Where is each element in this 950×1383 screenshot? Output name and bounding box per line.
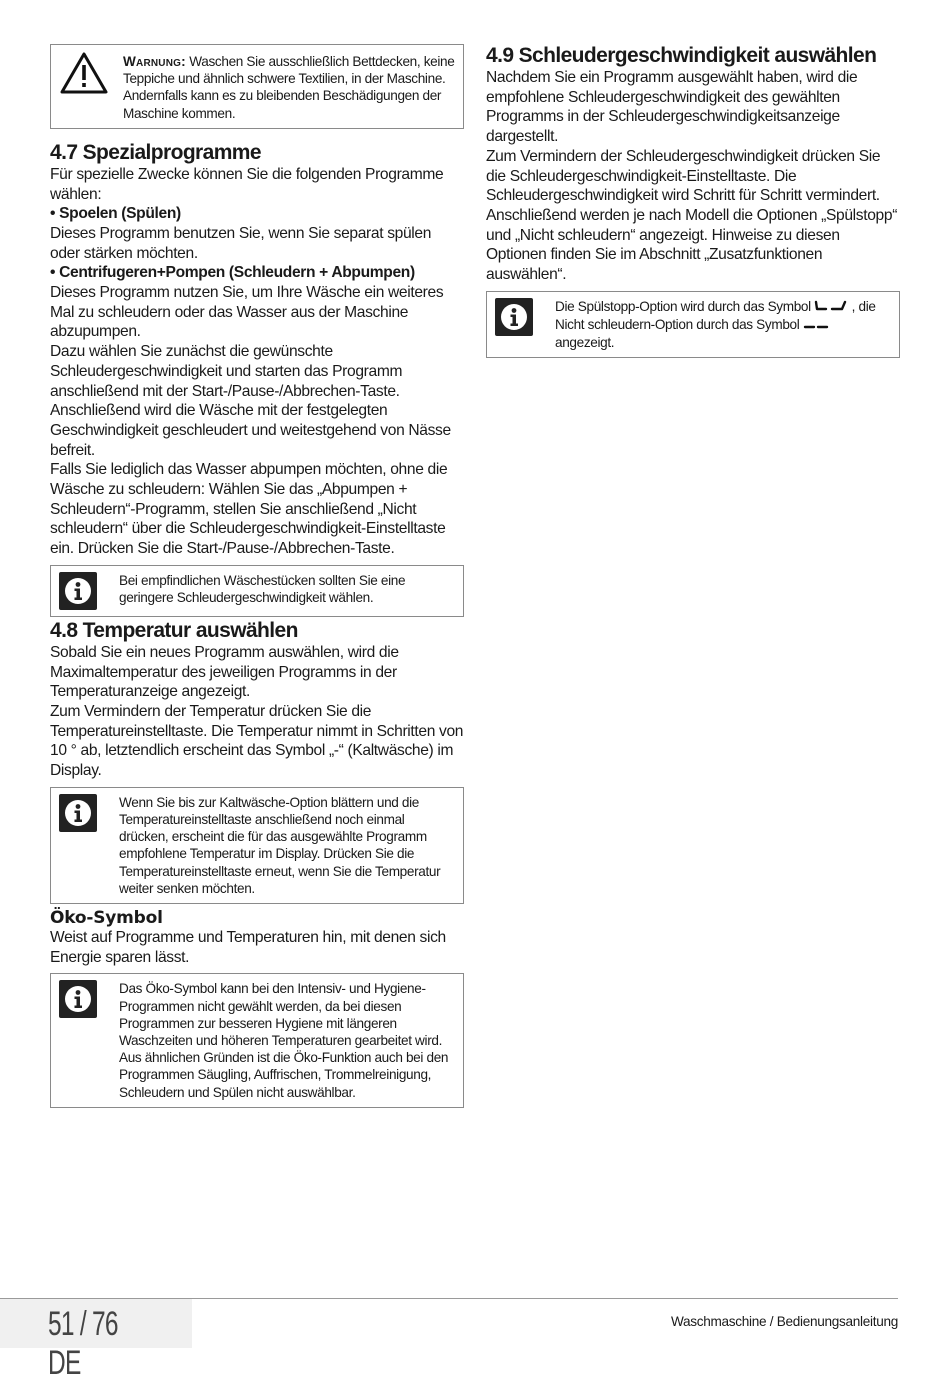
info-icon xyxy=(59,978,119,1018)
eco-body xyxy=(50,928,464,967)
s48-para-2: Zum Vermindern der Temperatur drücken Sie die Temperatureinstelltaste. Die Temperatur nimmt in Schritten von 10 ° ab, letztendlich erscheint das Symbol „-“ (Kaltwäsche) im Display. xyxy=(50,702,464,780)
eco-text: Weist auf Programme und Temperaturen hin, mit denen sich Energie sparen lässt. xyxy=(50,929,446,966)
section-4-9-body xyxy=(486,68,900,285)
info-part-a: Die Spülstopp-Option wird durch das Symbol xyxy=(555,298,811,314)
warning-text xyxy=(119,51,455,122)
s47-intro: Für spezielle Zwecke können Sie die folgenden Programme wählen: xyxy=(50,165,444,203)
page-number-block xyxy=(0,1299,192,1382)
info-icon xyxy=(59,792,119,832)
info-box-spin-options xyxy=(486,291,900,358)
page-number: 51 / 76 DE xyxy=(48,1305,118,1382)
warning-triangle-icon xyxy=(59,51,119,95)
s47-bullet-2-title: • Centrifugeren+Pompen (Schleudern + Abpumpen) xyxy=(50,264,415,282)
info-text-spin-options xyxy=(555,296,891,351)
warning-label: Warnung: xyxy=(123,54,186,69)
heading-4-7: 4.7 Spezialprogramme xyxy=(50,140,261,164)
info-box-spin xyxy=(50,565,464,617)
info-icon xyxy=(59,570,119,610)
s47-bullet-2-text: Dieses Programm nutzen Sie, um Ihre Wäsche ein weiteres Mal zu schleudern oder das Wasser aus der Maschine abzupumpen. xyxy=(50,284,444,341)
s47-para-3: Falls Sie lediglich das Wasser abpumpen möchten, ohne die Wäsche zu schleudern: Wählen Sie das „Abpumpen + Schleudern“-Programm, stellen Sie anschließend „Nicht schleudern“ über die Schleudergeschwindigkeit-Einstelltaste ein. Drücken Sie die Start-/Pause-/Abbrechen-Taste. xyxy=(50,461,448,558)
s48-para-1: Sobald Sie ein neues Programm auswählen, wird die Maximaltemperatur des jeweiligen Programms in der Temperaturanzeige angezeigt. xyxy=(50,643,399,701)
info-text-spin: Bei empfindlichen Wäschestücken sollten Sie eine geringere Schleudergeschwindigkeit wählen. xyxy=(119,572,406,606)
heading-4-8: 4.8 Temperatur auswählen xyxy=(50,618,298,642)
s47-para-2: Anschließend wird die Wäsche mit der festgelegten Geschwindigkeit geschleudert und weitestgehend von Nässe befreit. xyxy=(50,402,451,459)
no-spin-symbol-icon xyxy=(803,317,829,334)
info-part-c: angezeigt. xyxy=(555,334,615,350)
info-text-eco: Das Öko-Symbol kann bei den Intensiv- und Hygiene-Programmen nicht gewählt werden, da bei diesen Programmen zur besseren Hygiene mit längeren Waschzeiten und höheren Temperaturen gearbeitet wird. Aus ähnlichen Gründen ist die Öko-Funktion auch bei den Programmen Säugling, Auffrischen, Trommelreinigung, Schleudern und Spülen nicht auswählbar. xyxy=(119,981,449,1100)
s47-bullet-1-text: Dieses Programm benutzen Sie, wenn Sie separat spülen oder stärken möchten. xyxy=(50,224,432,262)
left-column xyxy=(50,44,464,1108)
heading-4-9: 4.9 Schleudergeschwindigkeit auswählen xyxy=(486,44,877,67)
s49-para-2: Zum Vermindern der Schleudergeschwindigkeit drücken Sie die Schleudergeschwindigkeit-Einstelltaste. Die Schleudergeschwindigkeit wird Schritt für Schritt vermindert. Anschließend werden je nach Modell die Optionen „Spülstopp“ und „Nicht schleudern“ angezeigt. Hinweise zu diesen Optionen finden Sie im Abschnitt „Zusatzfunktionen auswählen“. xyxy=(486,147,898,284)
info-box-temperature xyxy=(50,787,464,904)
info-box-eco xyxy=(50,973,464,1107)
footer-title: Waschmaschine / Bedienungsanleitung xyxy=(670,1314,898,1329)
heading-eco: Öko-Symbol xyxy=(50,908,163,929)
s47-para-1: Dazu wählen Sie zunächst die gewünschte Schleudergeschwindigkeit und starten das Programm anschließend mit der Start-/Pause-/Abbrechen-Taste. xyxy=(50,343,403,400)
info-part-b: , die Nicht schleudern-Option durch das Symbol xyxy=(555,298,876,332)
rinse-hold-symbol-icon xyxy=(814,299,848,316)
info-icon xyxy=(495,296,555,336)
warning-box xyxy=(50,44,464,129)
info-text-temperature: Wenn Sie bis zur Kaltwäsche-Option blättern und die Temperatureinstelltaste anschließend noch einmal drücken, erscheint die für das ausgewählte Programm empfohlene Temperatur im Display. Drücken Sie die Temperatureinstelltaste erneut, wenn Sie die Temperatur weiter senken möchten. xyxy=(119,794,441,896)
section-4-8-body xyxy=(50,643,464,781)
s49-para-1: Nachdem Sie ein Programm ausgewählt haben, wird die empfohlene Schleudergeschwindigkeit des gewählten Programms in der Schleudergeschwindigkeitsanzeige dargestellt. xyxy=(486,69,858,146)
right-column xyxy=(486,44,900,358)
s47-bullet-1-title: • Spoelen (Spülen) xyxy=(50,205,181,223)
section-4-7-body xyxy=(50,165,464,559)
warning-body: Waschen Sie ausschließlich Bettdecken, keine Teppiche und ähnlich schwere Textilien, in der Maschine. Andernfalls kann es zu bleibenden Beschädigungen der Maschine kommen. xyxy=(123,54,455,121)
